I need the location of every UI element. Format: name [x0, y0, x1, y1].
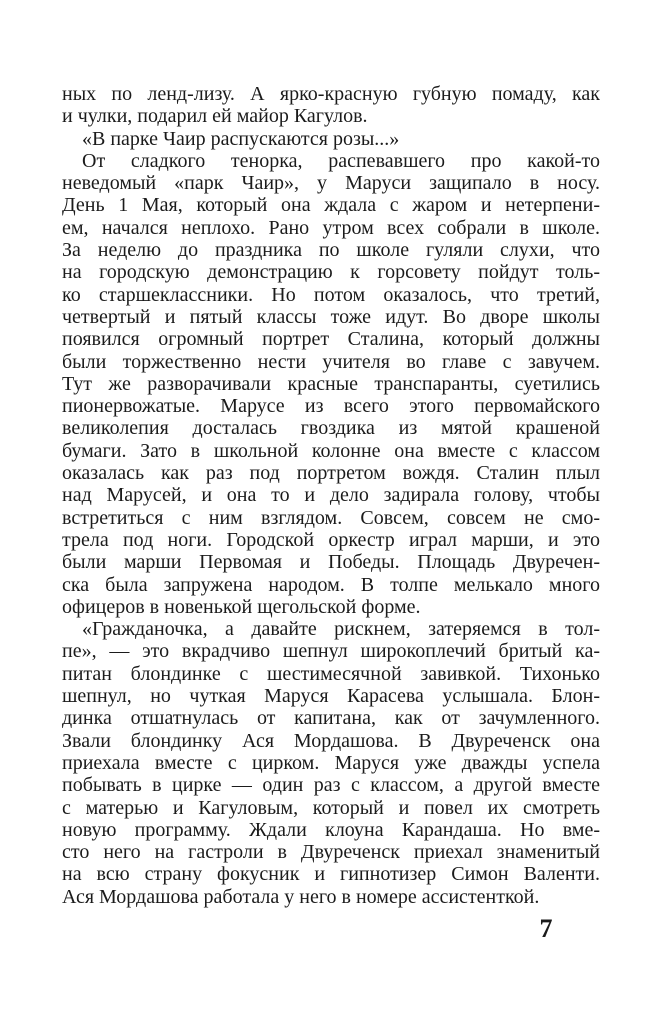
text-line: Ася Мордашова работала у него в номере ассистенткой.: [62, 885, 540, 908]
text-line: шепнул, но чуткая Маруся Карасева услышала. Блон-: [62, 685, 600, 708]
text-line: неведомый «парк Чаир», у Маруси защипало в носу.: [62, 172, 600, 195]
text-line: офицеров в новенькой щегольской форме.: [62, 595, 421, 618]
text-line: на всю страну фокусник и гипнотизер Симон Валенти.: [62, 863, 600, 886]
text-line: пионервожатые. Марусе из всего этого первомайского: [62, 395, 600, 418]
text-line: побывать в цирке — один раз с классом, а другой вместе: [62, 774, 600, 797]
page-text-block: [62, 83, 600, 908]
text-line: и чулки, подарил ей майор Кагулов.: [62, 105, 368, 128]
text-line: четвертый и пятый классы тоже идут. Во дворе школы: [62, 305, 600, 328]
text-line: питан блондинке с шестимесячной завивкой. Тихонько: [62, 662, 600, 685]
text-line: великолепия досталась гвоздика из мятой крашеной: [62, 417, 600, 440]
text-line: над Марусей, и она то и дело задирала голову, чтобы: [62, 484, 600, 507]
text-line: сто него на гастроли в Двуреченск приехал знаменитый: [62, 841, 600, 864]
text-line: Звали блондинку Ася Мордашова. В Двуреченск она: [62, 729, 600, 752]
text-line: трела под ноги. Городской оркестр играл марши, и это: [62, 528, 600, 551]
text-line: Тут же разворачивали красные транспаранты, суетились: [62, 372, 600, 395]
text-line: на городскую демонстрацию к горсовету пойдут толь-: [62, 261, 600, 284]
text-line: оказалась как раз под портретом вождя. Сталин плыл: [62, 462, 600, 485]
text-line: От сладкого тенорка, распевавшего про какой-то: [82, 149, 600, 172]
text-line: ска была запружена народом. В толпе мелькало много: [62, 573, 600, 596]
text-line: «В парке Чаир распускаются розы...»: [82, 127, 400, 150]
text-line: были марши Первомая и Победы. Площадь Двуречен-: [62, 551, 600, 574]
text-line: День 1 Мая, который она ждала с жаром и нетерпени-: [62, 194, 600, 217]
text-line: с матерью и Кагуловым, который и повел их смотреть: [62, 796, 600, 819]
text-line: пе», — это вкрадчиво шепнул широкоплечий бритый ка-: [62, 640, 600, 663]
text-line: встретиться с ним взглядом. Совсем, совсем не смо-: [62, 506, 600, 529]
text-line: динка отшатнулась от капитана, как от зачумленного.: [62, 707, 600, 730]
text-line: ко старшеклассники. Но потом оказалось, что третий,: [62, 283, 600, 306]
text-line: ем, начался неплохо. Рано утром всех собрали в школе.: [62, 216, 600, 239]
text-line: были торжественно нести учителя во главе с завучем.: [62, 350, 600, 373]
text-line: появился огромный портрет Сталина, который должны: [62, 328, 600, 351]
text-line: «Гражданочка, а давайте рискнем, затеряемся в тол-: [82, 618, 600, 641]
page-number: 7: [539, 914, 553, 943]
text-line: ных по ленд-лизу. А ярко-красную губную помаду, как: [62, 83, 600, 105]
text-line: бумаги. Зато в школьной колонне она вместе с классом: [62, 439, 600, 462]
text-line: новую программу. Ждали клоуна Карандаша. Но вме-: [62, 818, 600, 841]
text-line: За неделю до праздника по школе гуляли слухи, что: [62, 239, 600, 262]
text-line: приехала вместе с цирком. Маруся уже дважды успела: [62, 751, 600, 774]
